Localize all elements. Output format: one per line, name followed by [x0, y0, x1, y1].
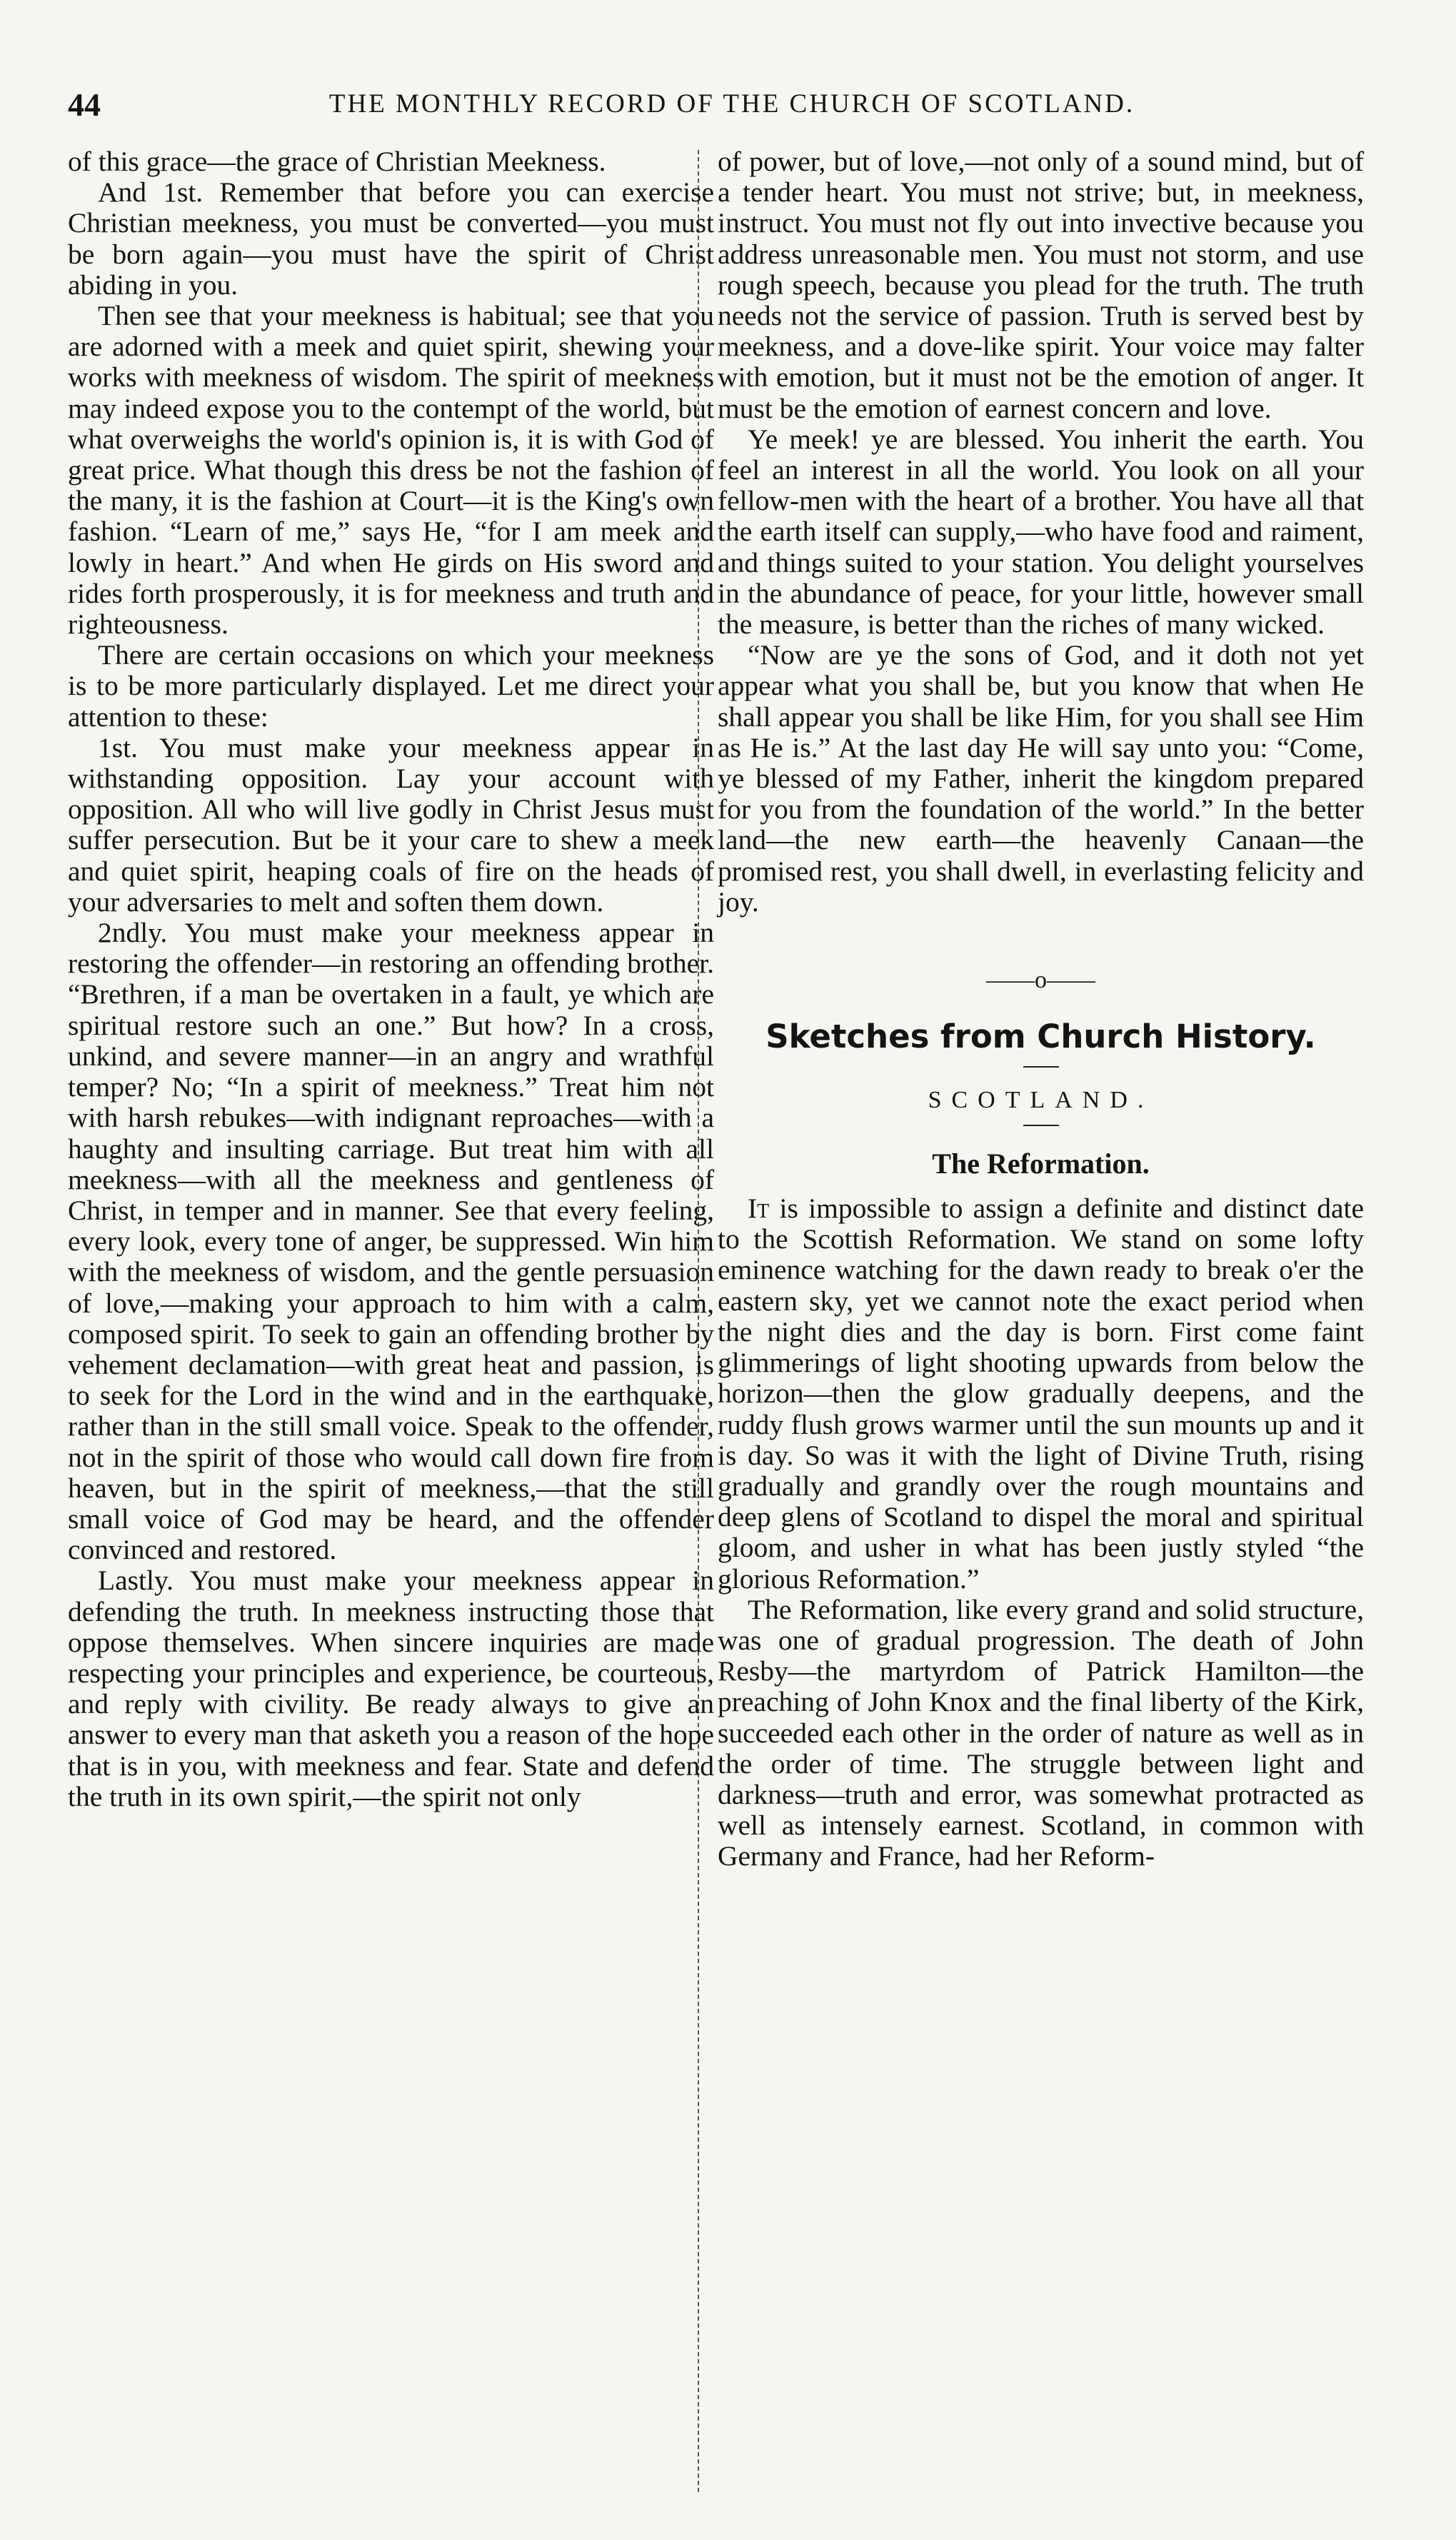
paragraph — [718, 1193, 1364, 1595]
lead-word: It — [748, 1193, 770, 1225]
paragraph: “Now are ye the sons of God, and it doth not yet appear what you shall be, but you know that when He shall appear you shall be like Him, for you shall see Him as He is.” At the last day He will say unto you: “Come, ye blessed of my Father, inherit the kingdom prepared for you from the foundation of the world.” In the better land—the new earth—the heavenly Canaan—the promised rest, you shall dwell, in everlasting felicity and joy. — [718, 639, 1364, 918]
section-country: SCOTLAND. — [928, 1087, 1154, 1114]
paragraph: Lastly. You must make your meekness appear in defending the truth. In meekness instructing those that oppose themselves. When sincere inquiries are made respecting your principles and experience, be courteous, and reply with civility. Be ready always to give an answer to every man that asketh you a reason of the hope that is in you, with meekness and fear. State and defend the truth in its own spirit,—the spirit not only — [68, 1565, 714, 1812]
paragraph: Ye meek! ye are blessed. You inherit the earth. You feel an interest in all the world. You look on all your fellow-men with the heart of a brother. You have all that the earth itself can supply,—who have food and raiment, and things suited to your station. You delight yourselves in the abundance of peace, for your little, however small the measure, is better than the riches of many wicked. — [718, 423, 1364, 641]
right-column — [718, 146, 1364, 1872]
section-divider: ——o—— — [986, 967, 1095, 994]
paragraph: of power, but of love,—not only of a sound mind, but of a tender heart. You must not strive; but, in meekness, instruct. You must not fly out into invective because you address unreasonable men. You must not storm, and use rough speech, because you plead for the truth. The truth needs not the service of passion. Truth is served best by meekness, and a dove-like spirit. Your voice may falter with emotion, but it must not be the emotion of anger. It must be the emotion of earnest concern and love. — [718, 146, 1364, 424]
short-rule — [1023, 1125, 1059, 1126]
paragraph: 1st. You must make your meekness appear in withstanding opposition. Lay your account with opposition. All who will live godly in Christ Jesus must suffer persecution. But be it your care to shew a meek and quiet spirit, heaping coals of fire on the heads of your adversaries to melt and soften them down. — [68, 731, 714, 918]
subsection-title: The Reformation. — [932, 1148, 1150, 1180]
paragraph: The Reformation, like every grand and solid structure, was one of gradual progression. The death of John Resby—the martyrdom of Patrick Hamilton—the preaching of John Knox and the final liberty of the Kirk, succeeded each other in the order of nature as well as in the order of time. The struggle between light and darkness—truth and error, was somewhat protracted as well as intensely earnest. Scotland, in common with Germany and France, had her Reform- — [718, 1593, 1364, 1872]
paragraph: Then see that your meekness is habitual; see that you are adorned with a meek and quiet spirit, shewing your works with meekness of wisdom. The spirit of meekness may indeed expose you to the contempt of the world, but what overweighs the world's opinion is, it is with God of great price. What though this dress be not the fashion of the many, it is the fashion at Court—it is the King's own fashion. “Learn of me,” says He, “for I am meek and lowly in heart.” And when He girds on His sword and rides forth prosperously, it is for meekness and truth and righteousness. — [68, 300, 714, 641]
running-title: THE MONTHLY RECORD OF THE CHURCH OF SCOTLAND. — [328, 89, 1135, 119]
left-column — [68, 146, 714, 1812]
page-number: 44 — [68, 86, 101, 123]
paragraph: 2ndly. You must make your meekness appear in restoring the offender—in restoring an offending brother. “Brethren, if a man be overtaken in a fault, ye which are spiritual restore such an one.” But how? In a cross, unkind, and severe manner—in an angry and wrathful temper? No; “In a spirit of meekness.” Treat him not with harsh rebukes—with indignant reproaches—with a haughty and insulting carriage. But treat him with all meekness—with all the meekness and gentleness of Christ, in temper and in manner. See that every feeling, every look, every tone of anger, be suppressed. Win him with the meekness of wisdom, and the gentle persuasion of love,—making your approach to him with a calm, composed spirit. To seek to gain an offending brother by vehement declamation—with great heat and passion, is to seek for the Lord in the wind and in the earthquake, rather than in the still small voice. Speak to the offender, not in the spirit of those who would call down fire from heaven, but in the spirit of meekness,—that the still small voice of God may be heard, and the offender convinced and restored. — [68, 917, 714, 1566]
short-rule — [1023, 1066, 1059, 1068]
paragraph: of this grace—the grace of Christian Meekness. — [68, 146, 606, 177]
section-title: Sketches from Church History. — [765, 1018, 1316, 1056]
paragraph: There are certain occasions on which your meekness is to be more particularly displayed. Let me direct your attention to these: — [68, 639, 714, 733]
paragraph-text: is impossible to assign a definite and distinct date to the Scottish Reformation. We stand on some lofty eminence watching for the dawn ready to break o'er the eastern sky, yet we cannot note the exact period when the night dies and the day is born. First come faint glimmerings of light shooting upwards from below the horizon—then the glow gradually deepens, and the ruddy flush grows warmer until the sun mounts up and it is day. So was it with the light of Divine Truth, rising gradually and grandly over the rough mountains and deep glens of Scotland to dispel the moral and spiritual gloom, and usher in what has been justly styled “the glorious Reformation.” — [718, 1193, 1364, 1595]
paragraph: And 1st. Remember that before you can exercise Christian meekness, you must be converted—you must be born again—you must have the spirit of Christ abiding in you. — [68, 176, 714, 301]
page-header — [68, 86, 1364, 136]
